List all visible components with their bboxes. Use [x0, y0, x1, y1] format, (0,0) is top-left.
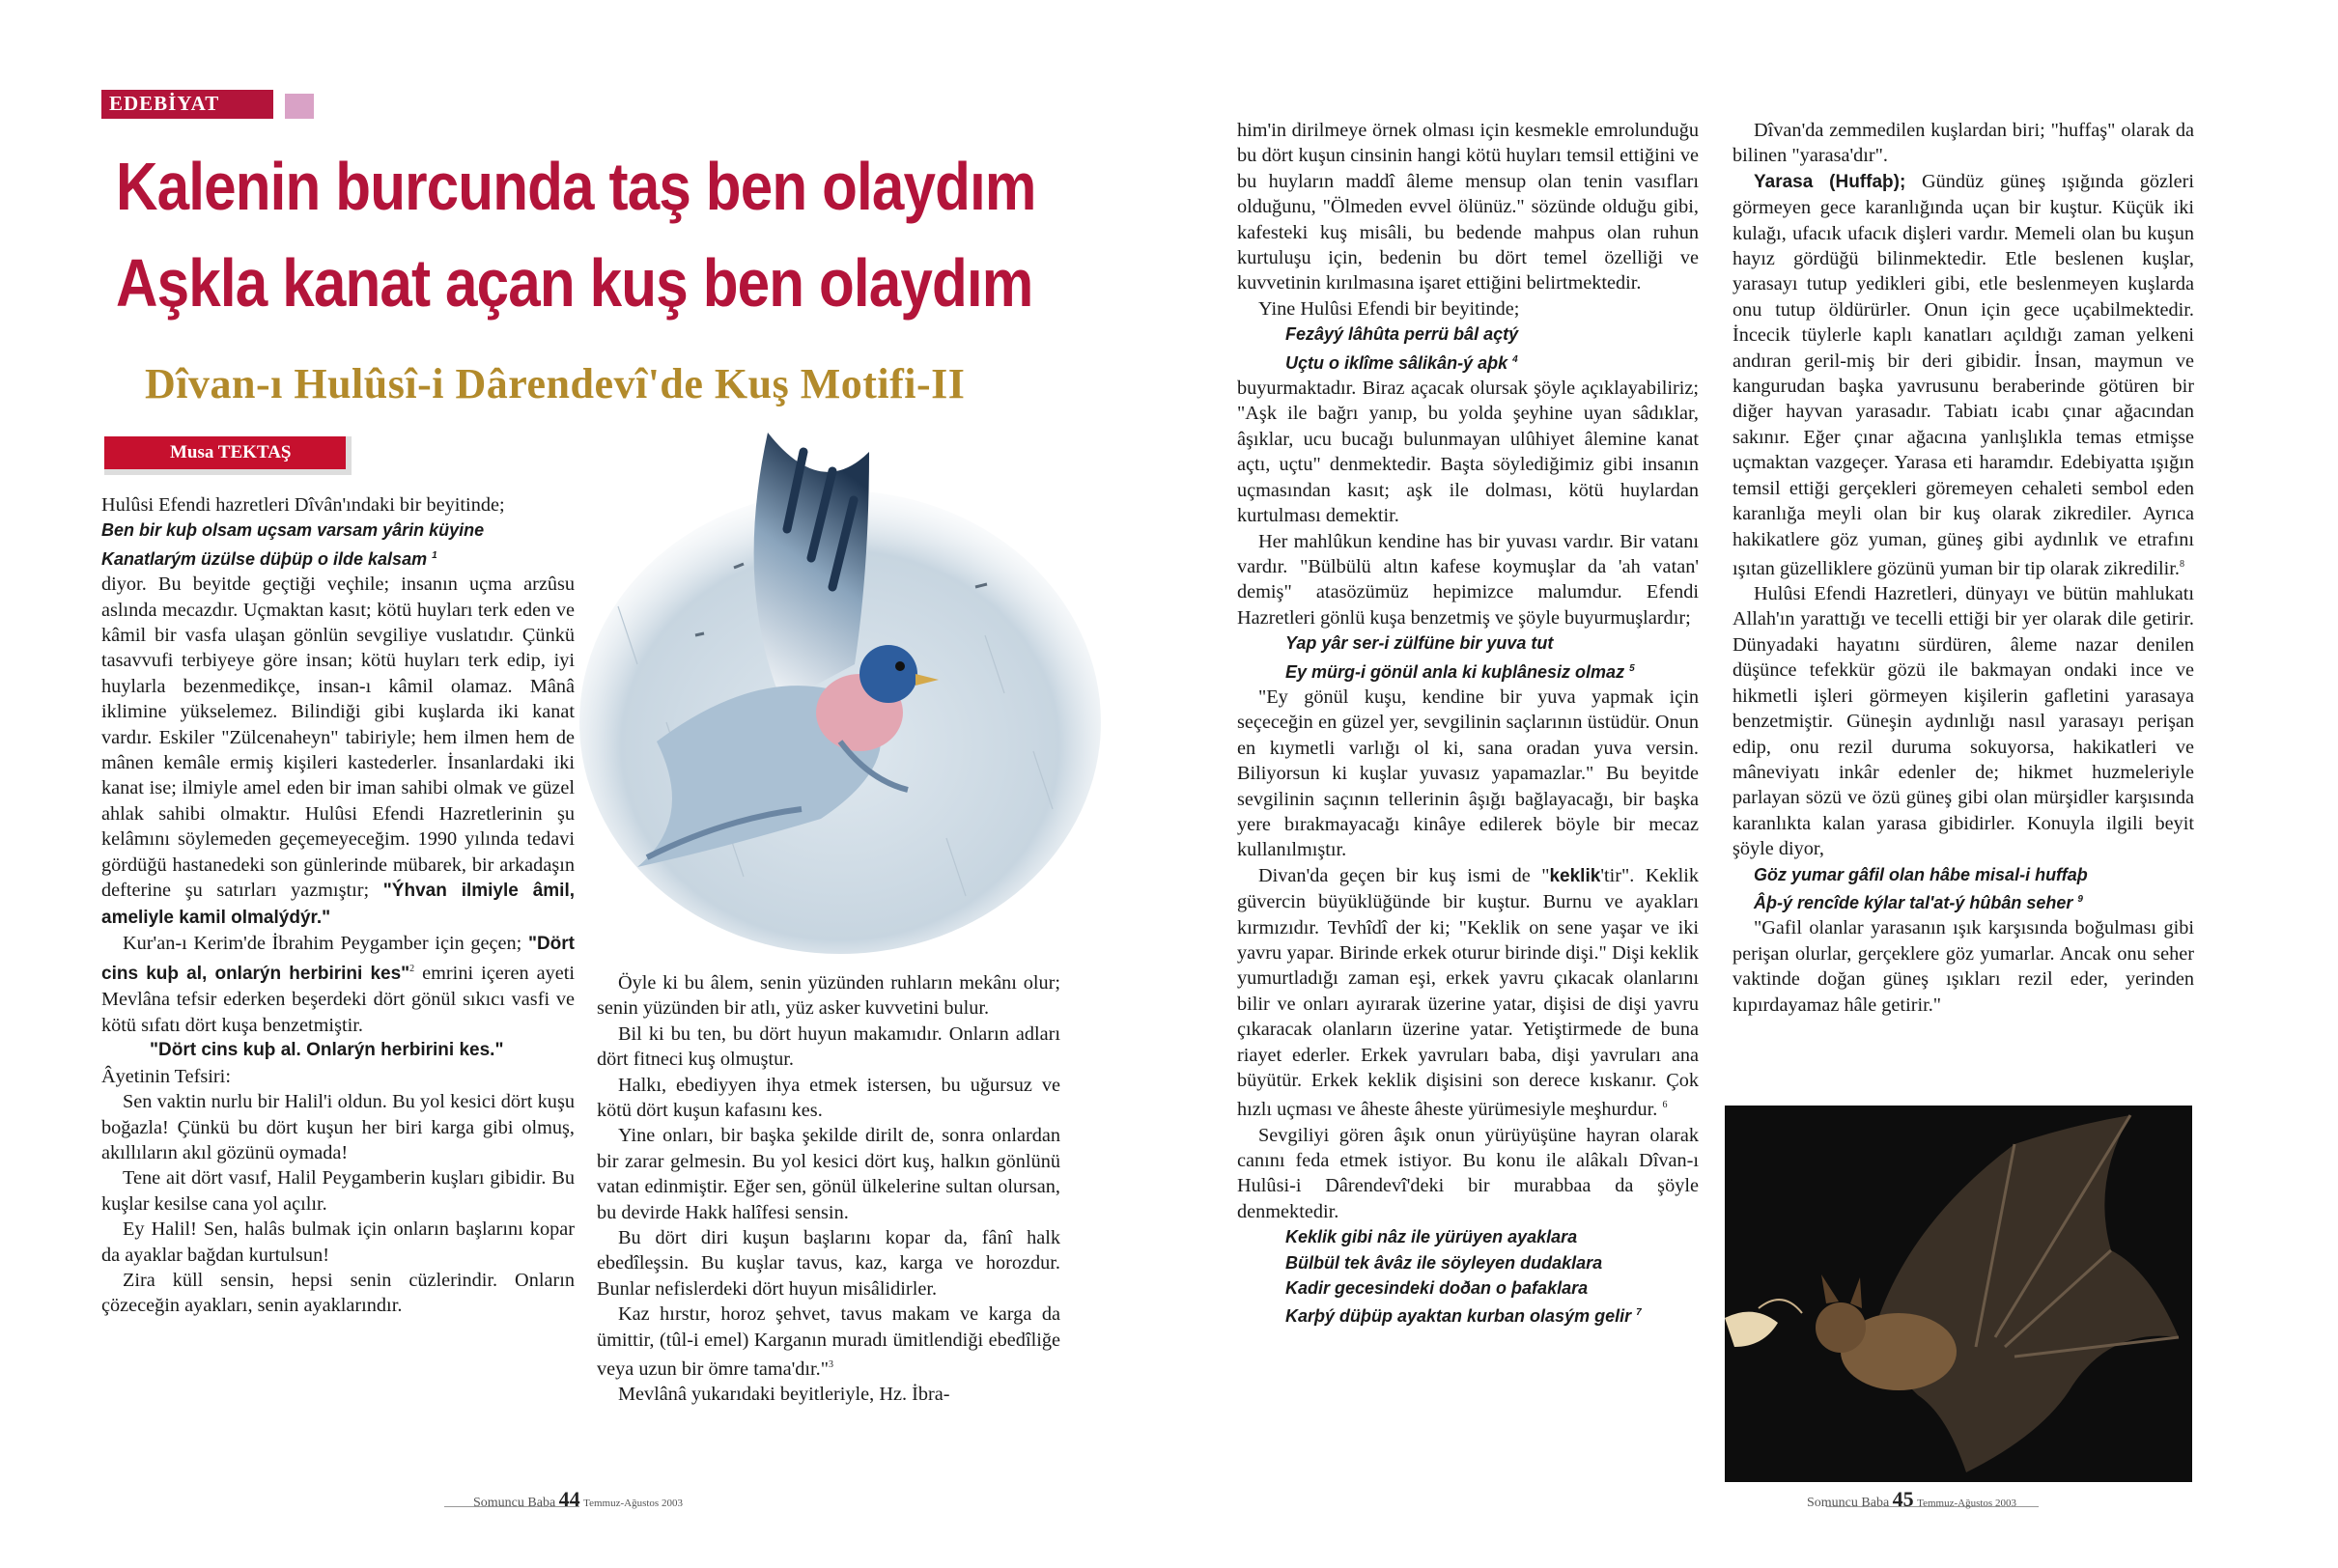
paragraph: Sevgiliyi gören âşık onun yürüyüşüne hayran olarak canını feda etmek istiyor. Bu konu ile alâkalı Dîvan-ı Hulûsi-i Dârendevî'deki bir murabbaa da şöyle denmektedir.	[1237, 1124, 1699, 1222]
paragraph	[1732, 169, 2194, 581]
paragraph: Hulûsi Efendi hazretleri Dîvân'ındaki bir beyitinde;	[101, 494, 505, 516]
left-column-1	[101, 492, 575, 1319]
author-name: Musa TEKTAŞ	[170, 442, 292, 462]
paragraph	[1237, 863, 1699, 1123]
verse-text: Âþ-ý rencîde kýlar tal'at-ý hûbân seher	[1754, 892, 2073, 912]
verse-text: Kanatlarým üzülse düþüp o ilde kalsam	[101, 548, 428, 569]
paragraph-text: diyor. Bu beyitde geçtiği veçhile; insanın uçma arzûsu aslında mecazdır. Uçmaktan kasıt; kötü huyları terk eden ve kâmil bir vasfa ulaşan gönlün sevgiliye vuslatıdır. Çünkü tasavvufi terbiyeye göre insan; kötü huyları terk edip, iyi huylarla bezenmedikçe, insan-ı kâmil olamaz. Mânâ iklimine yükselemez. Bilindiği gibi kuşlarda iki kanat vardır. Eskiler "Zülcenaheyn" tabiriyle; hem ilmen hem de mânen kemâle ermiş kişileri kastederler. İnsanlardaki iki kanat ise; ilmiyle amel eden bir iman sahibi olmak ve güzel ahlak sahibi olmaktır. Hulûsi Efendi Hazretlerinin şu kelâmını söylemeden geçemeyeceğim. 1990 yılında tedavi gördüğü hastanedeki son günlerinde mübarek, bir arkadaşın defterine şu satırları yazmıştır;	[101, 574, 575, 902]
paragraph: "Ey gönül kuşu, kendine bir yuva yapmak için seçeceğin en güzel yer, sevgilinin saçlarının üstüdür. Onun en kıymetli varlığı ol ki, sana oradan yuva versin. Biliyorsun ki kuşlar yuvasız yapamazlar." Bu beyitde sevgilinin saçının tellerinin âşığı bağlayacağı, bir başka yere bırakmayacağı kinâye edilerek böyle bir mecaz kullanılmıştır.	[1237, 686, 1699, 861]
verse-line: Keklik gibi nâz ile yürüyen ayaklara	[1285, 1227, 1578, 1247]
paragraph: Yine Hulûsi Efendi bir beyitinde;	[1258, 297, 1520, 320]
footnote-marker: 7	[1636, 1307, 1642, 1319]
section-tag-label: EDEBİYAT	[109, 92, 220, 115]
paragraph: Dîvan'da zemmedilen kuşlardan biri; "huffaş" olarak da bilinen "yarasa'dır".	[1732, 120, 2194, 167]
keyword-bold: Yarasa (Huffaþ);	[1754, 171, 1906, 192]
verse-text: Uçtu o iklîme sâlikân-ý aþk	[1285, 352, 1508, 373]
headline-line-2: Aşkla kanat açan kuş ben olaydım	[116, 245, 1033, 321]
footer	[473, 1487, 683, 1512]
left-column-2	[597, 970, 1060, 1408]
bat-photo	[1725, 1106, 2192, 1482]
paragraph: Âyetinin Tefsiri:	[101, 1065, 231, 1087]
footnote-marker: 5	[1629, 662, 1635, 674]
verse-line	[1237, 657, 1699, 685]
subheadline: Dîvan-ı Hulûsî-i Dârendevî'de Kuş Motifi-II	[145, 360, 966, 407]
footnote-marker: 3	[829, 1359, 834, 1371]
page-number: 44	[558, 1487, 580, 1511]
verse-line	[1732, 887, 2194, 915]
paragraph-text: Kaz hırstır, horoz şehvet, tavus makam ve karga da ümittir, (tûl-i emel) Karganın muradı ümitlendiği ebedîliğe veya uzun bir ömre tama'dır."	[597, 1303, 1060, 1380]
paragraph: buyurmaktadır. Biraz açacak olursak şöyle açıklayabiliriz; "Aşk ile bağrı yanıp, bu yolda şeyhine uyan sâdıklar, âşıklar, ucu bucağı bulunmayan ulûhiyet âlemine kanat açtı, uçtu" denmektedir. Başta söylediğimiz gibi insanın uçmasından kasıt; aşk ile dolması, kötü huylardan kurtulması demektir.	[1237, 378, 1699, 527]
section-tag-square	[285, 94, 314, 119]
verse-line: Bülbül tek âvâz ile söyleyen dudaklara	[1285, 1252, 1603, 1273]
page-number: 45	[1892, 1487, 1914, 1511]
paragraph	[597, 1302, 1060, 1382]
footnote-marker: 4	[1512, 353, 1518, 365]
quote-bold: "Dört cins kuþ al, onlarýn herbirini kes"	[101, 933, 575, 985]
section-tag	[101, 90, 314, 119]
verse-line	[1237, 1301, 1699, 1329]
bird-illustration	[579, 413, 1101, 954]
verse-line	[1237, 348, 1699, 376]
quote-bold: "Dört cins kuþ al. Onlarýn herbirini kes."	[150, 1040, 504, 1061]
paragraph: "Gafil olanlar yarasanın ışık karşısında boğulması gibi perişan olurlar, gerçeklere göz yumarlar. Ancak onu seher vaktinde doğan güneş ışıkları rezil eder, yerinden kıpırdayamaz hâle getirir."	[1732, 917, 2194, 1016]
paragraph	[101, 572, 575, 931]
verse-line: Kadir gecesindeki doðan o þafaklara	[1285, 1278, 1589, 1299]
paragraph	[101, 931, 575, 1038]
paragraph-text: Divan'da geçen bir kuş ismi de "	[1258, 864, 1550, 886]
paragraph: Ey Halil! Sen, halâs bulmak için onların başlarını kopar da ayaklar bağdan kurtulsun!	[101, 1218, 575, 1266]
footer-magazine: Somuncu Baba	[1807, 1496, 1890, 1510]
paragraph-text: Gündüz güneş ışığında gözleri görmeyen gece karanlığında uçan bir kuştur. Küçük iki kulağı, ufacık ufacık dişleri vardır. Memeli olan bu kuşun hayız gördüğü bilinmektedir. Etle beslenen kuşlar, yarasayı tutup yedikleri gibi, etle beslenmeyen kuşlarda onu tutup öldürürler. Onun için gece uçabilmektedir. İncecik tüylerle kaplı kanatları açıldığı zaman yelkeni andıran geril-miş bir deri gibidir. İnsan, maymun ve kangurudan başka yavrusunu beraberinde götüren bir diğer hayvan yarasadır. Tabiatı icabı çınar ağacından sakınır. Eğer çınar ağacına yanlışlıkla temas etmişse uçmaktan vazgeçer. Yarasa eti haramdır. Edebiyatta ışığın temsil ettiği gerçekleri göremeyen cehaleti sembol eden karanlığa meyli olan bir kuş olarak zikrediler. Ayrıca hakikatlere göz yuman, güneş gibi aydınlık ve etrafını ışıtan güzelliklere gözünü yuman bir tip olarak zikredilir.	[1732, 170, 2194, 579]
paragraph: Bu dört diri kuşun başlarını kopar da, fânî halk ebedîleşsin. Bu kuşlar tavus, kaz, karga ve horozdur. Bunlar nefislerdeki dört huyun misâlidirler.	[597, 1227, 1060, 1300]
paragraph: Mevlânâ yukarıdaki beyitleriyle, Hz. İbra-	[618, 1384, 950, 1406]
footer-date: Temmuz-Ağustos 2003	[1917, 1498, 2016, 1509]
author-box	[104, 436, 352, 475]
headline-line-1: Kalenin burcunda taş ben olaydım	[116, 149, 1036, 224]
keyword-bold: keklik	[1549, 865, 1601, 886]
paragraph: Tene ait dört vasıf, Halil Peygamberin kuşları gibidir. Bu kuşlar kesilse cana yol açılır.	[101, 1167, 575, 1215]
footnote-marker: 9	[2077, 893, 2083, 905]
quote-bold: "Ýhvan ilmiyle âmil, ameliyle kamil olmalýdýr."	[101, 881, 575, 928]
verse-line: Fezâyý lâhûta perrü bâl açtý	[1285, 324, 1519, 345]
right-column-1	[1237, 118, 1699, 1330]
verse-text: Ey mürg-i gönül anla ki kuþlânesiz olmaz	[1285, 661, 1625, 682]
paragraph: Halkı, ebediyyen ihya etmek istersen, bu uğursuz ve kötü dört kuşun kafasını kes.	[597, 1074, 1060, 1122]
paragraph: Öyle ki bu âlem, senin yüzünden ruhların mekânı olur; senin yüzünden bir atlı, yüz asker kuvvetini bulur.	[597, 972, 1060, 1020]
paragraph: him'in dirilmeye örnek olması için kesmekle emrolunduğu bu dört kuşun cinsinin hangi kötü huyları temsil ettiğini ve bu huyların maddî âleme mensup olan tenin vasıfları olduğunu, "Ölmeden evvel ölünüz." sözünde olduğu gibi, kafesteki kuş misâli, bu bedende mahpus olan ruhun kurtuluşu için, bedenin bu dört temel özelliği ve kuvvetinin kırılmasına işaret ettiğini belirtmektedir.	[1237, 120, 1699, 294]
paragraph: Sen vaktin nurlu bir Halil'i oldun. Bu yol kesici dört kuşu boğazla! Çünkü bu dört kuşun her biri karga gibi olmuş, akıllıların akıl gözünü oymada!	[101, 1091, 575, 1163]
paragraph: Hulûsi Efendi Hazretleri, dünyayı ve bütün mahlukatı Allah'ın yarattığı ve tecelli ettiği bir yer olarak dile getirir. Dünyadaki hayatını sürdüren, âleme nazar denilen düşünce tefekkür gözü ile bakmayan ondaki ince ve hikmetli işleri görmeyen kişilerin gafletini yarasaya benzetmiştir. Güneşin aydınlığı nasıl yarasayı perişan edip, onu rezil duruma sokuyorsa, hakikatleri ve mâneviyatı inkâr edenler de; hikmet huzmeleriyle parlayan sözü ve özü güneş gibi olan mürşidler karşısında karanlıkta kalan yarasa gibidirler. Konuyla ilgili beyit şöyle diyor,	[1732, 583, 2194, 860]
footnote-marker: 2	[409, 964, 415, 975]
paragraph-text: emrini içeren ayeti Mevlâna tefsir ederken beşerdeki dört gönül sıkıcı vasfi ve kötü sıfatı dört kuşa benzetmiştir.	[101, 963, 575, 1036]
paragraph-text: Kur'an-ı Kerim'de İbrahim Peygamber için geçen;	[123, 932, 522, 954]
right-page	[1169, 0, 2338, 1568]
footnote-marker: 1	[432, 549, 437, 561]
right-column-2	[1732, 118, 2194, 1018]
paragraph: Yine onları, bir başka şekilde dirilt de, sonra onlardan bir zarar gelmesin. Bu yol kesici dört kuş, halkın gönlünü vatan edinmiştir. Eğer sen, gönül ülkelerine sultan olursan, bu devirde Hakk halîfesi sensin.	[597, 1125, 1060, 1223]
verse-line: Ben bir kuþ olsam uçsam varsam yârin küyine	[101, 520, 485, 541]
paragraph: Zira küll sensin, hepsi senin cüzlerindir. Onların çözeceğin ayakları, senin ayaklarındır.	[101, 1269, 575, 1317]
verse-line: Yap yâr ser-i zülfüne bir yuva tut	[1285, 633, 1554, 654]
paragraph: Her mahlûkun kendine has bir yuvası vardır. Bir vatanı vardır. "Bülbülü altın kafese koymuşlar da 'ah vatan' demiş" atasözümüz hepimizce malumdur. Efendi Hazretleri gönlü kuşa benzetmiş ve şöyle buyurmuşlardır;	[1237, 530, 1699, 629]
verse-line: Göz yumar gâfil olan hâbe misal-i huffaþ	[1754, 864, 2088, 884]
verse-line	[101, 544, 575, 572]
paragraph: Bil ki bu ten, bu dört huyun makamıdır. Onların adları dört fitneci kuş olmuştur.	[597, 1022, 1060, 1071]
footnote-marker: 6	[1662, 1100, 1668, 1111]
footer-date: Temmuz-Ağustos 2003	[583, 1498, 683, 1509]
footer-magazine: Somuncu Baba	[473, 1496, 556, 1510]
paragraph-text: 'tir". Keklik güvercin büyüklüğünde bir kuştur. Burnu ve ayakları kırmızıdır. Tevhîdî der ki; "Keklik on sene yaşar ve iki yavru yapar. Birinde erkek oturur birinde dişi." Dişi keklik yumurtladığı zaman eşi, erkek yavru çıkacak olanlarını bilir ve onları ayırarak üzerine yatar, dişisi de dişi yavru çıkaracak olanların üzerine yatar. Yetiştirmede de buna riayet ederler. Erkek yavruları baba, dişi yavruları ana büyütür. Erkek keklik dişisini son derece kıskanır. Çok hızlı uçması ve âheste âheste yürümesiyle meşhurdur.	[1237, 864, 1699, 1121]
footnote-marker: 8	[2179, 558, 2184, 570]
footer	[1807, 1487, 2016, 1512]
verse-text: Karþý düþüp ayaktan kurban olasým gelir	[1285, 1306, 1632, 1327]
